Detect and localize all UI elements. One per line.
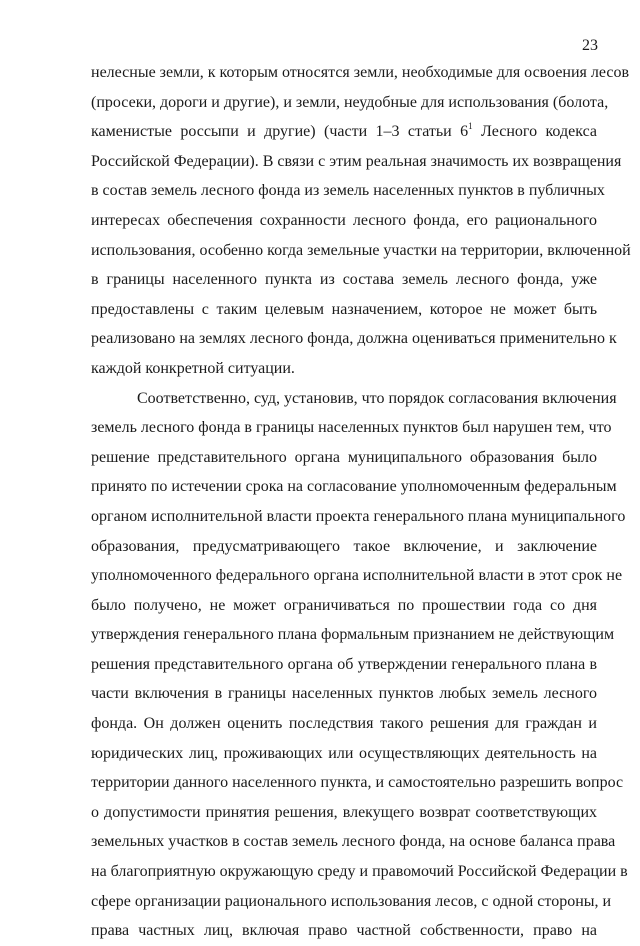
paragraph-1	[91, 58, 631, 384]
text-line: интересах обеспечения сохранности лесного фонда, его рационального	[91, 211, 597, 229]
superscript: 1	[468, 121, 473, 132]
text-line: образования, предусматривающего такое включение, и заключение	[91, 537, 597, 555]
page-number: 23	[582, 37, 598, 54]
text-line: реализовано на землях лесного фонда, должна оцениваться применительно к	[91, 330, 617, 348]
text-line: Соответственно, суд, установив, что порядок согласования включения	[137, 389, 617, 407]
document-body	[91, 58, 631, 946]
text-line: каждой конкретной ситуации.	[91, 359, 295, 377]
text-line: юридических лиц, проживающих или осуществляющих деятельность на	[91, 744, 597, 762]
text-line: уполномоченного федерального органа исполнительной власти в этот срок не	[91, 567, 623, 585]
text-line: нелесные земли, к которым относятся земли, необходимые для освоения лесов	[91, 64, 630, 81]
text-line: (просеки, дороги и другие), и земли, неудобные для использования (болота,	[91, 93, 609, 111]
text-segment: каменистые россыпи и другие) (части 1–3 статьи 6	[91, 123, 469, 141]
text-line	[91, 117, 597, 147]
text-line: фонда. Он должен оценить последствия такого решения для граждан и	[91, 715, 597, 733]
text-line: использования, особенно когда земельные участки на территории, включенной	[91, 241, 631, 259]
text-segment: Лесного кодекса	[472, 123, 597, 141]
text-line: о допустимости принятия решения, влекущего возврат соответствующих	[91, 803, 597, 821]
text-line: Российской Федерации). В связи с этим реальная значимость их возвращения	[91, 152, 622, 170]
text-line: сфере организации рационального использования лесов, с одной стороны, и	[91, 892, 612, 910]
text-line: права частных лиц, включая право частной собственности, право на	[91, 922, 597, 940]
text-line: в границы населенного пункта из состава земель лесного фонда, уже	[91, 271, 597, 289]
text-line: территории данного населенного пункта, и самостоятельно разрешить вопрос	[91, 774, 624, 792]
text-line: принято по истечении срока на согласование уполномоченным федеральным	[91, 478, 617, 496]
text-line: решение представительного органа муниципального образования было	[91, 448, 597, 466]
text-line: решения представительного органа об утверждении генерального плана в	[91, 655, 597, 673]
paragraph-2	[91, 384, 628, 946]
text-line: в состав земель лесного фонда из земель населенных пунктов в публичных	[91, 182, 605, 200]
text-line: утверждения генерального плана формальным признанием не действующим	[91, 626, 615, 644]
text-line: предоставлены с таким целевым назначением, которое не может быть	[91, 300, 597, 318]
text-line: земельных участков в состав земель лесного фонда, на основе баланса права	[91, 833, 616, 851]
text-line: было получено, не может ограничиваться по прошествии года со дня	[91, 596, 597, 614]
text-line: органом исполнительной власти проекта генерального плана муниципального	[91, 507, 626, 525]
text-line: земель лесного фонда в границы населенных пунктов был нарушен тем, что	[91, 419, 612, 437]
text-line: на благоприятную окружающую среду и правомочий Российской Федерации в	[91, 863, 628, 881]
text-line: части включения в границы населенных пунктов любых земель лесного	[91, 685, 597, 703]
